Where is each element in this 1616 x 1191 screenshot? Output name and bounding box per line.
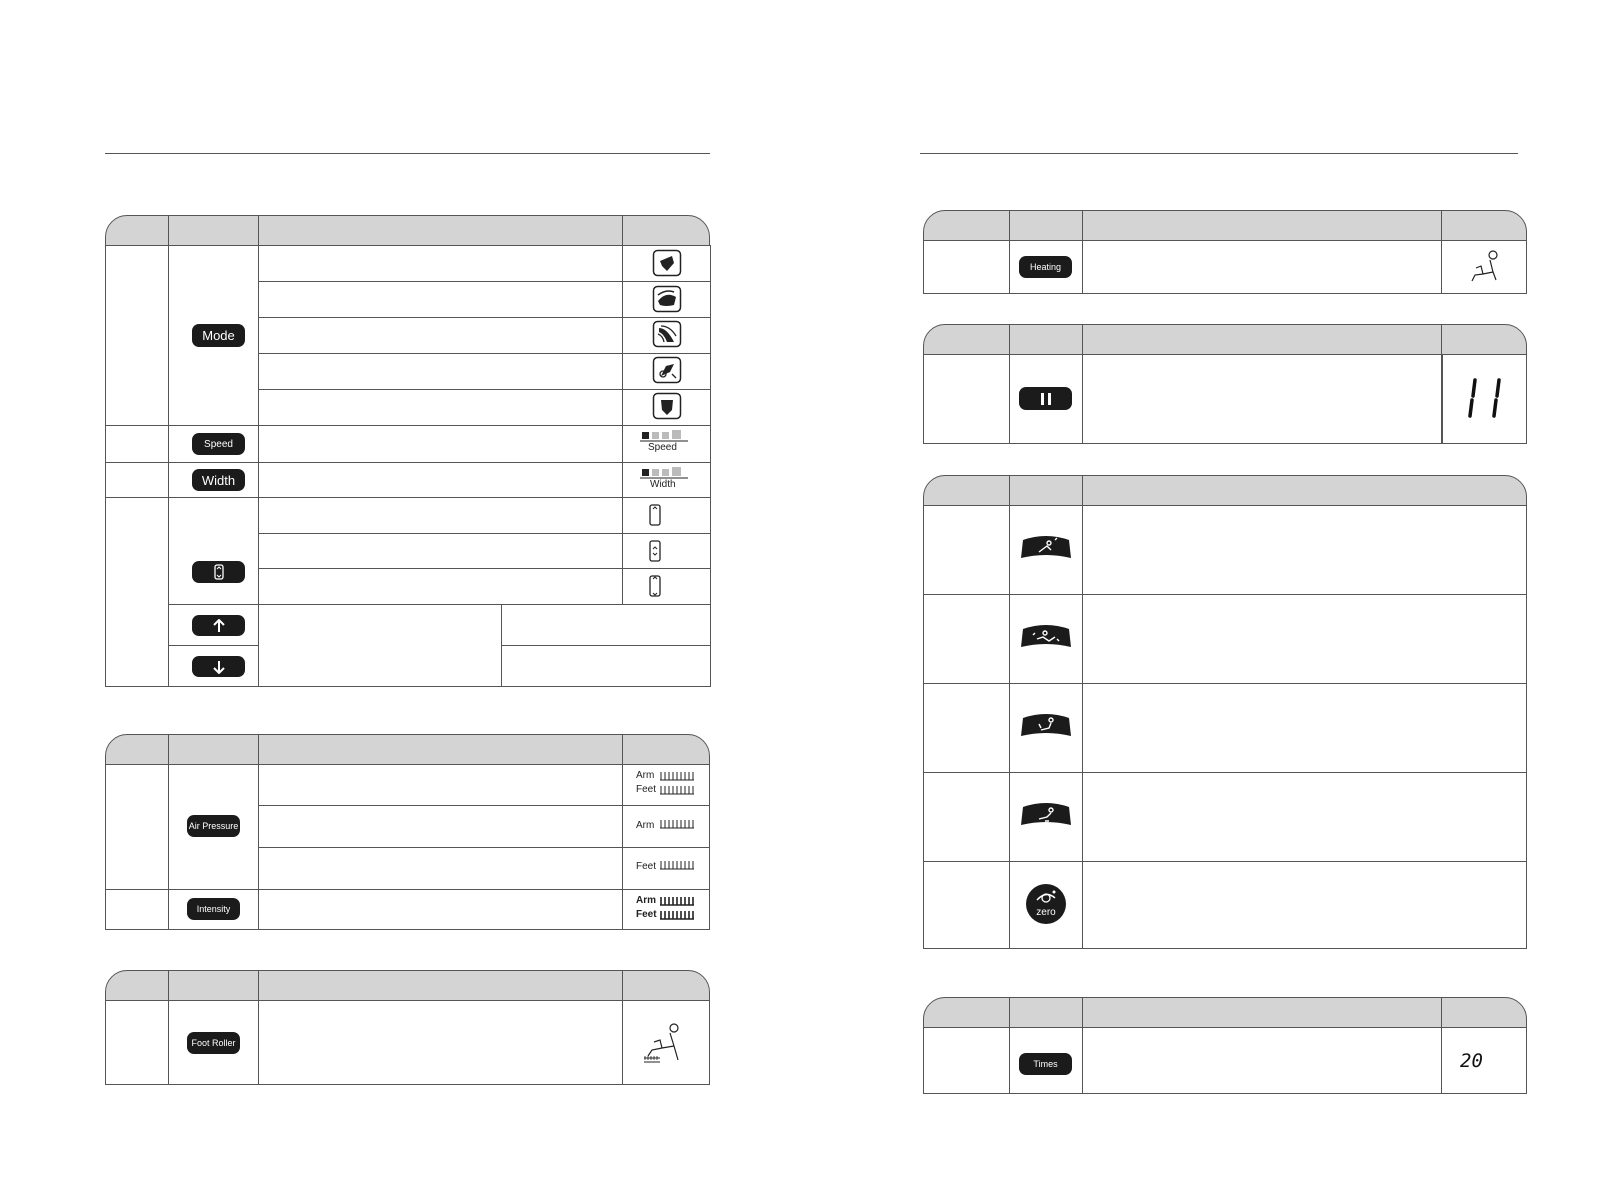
recline-button-2[interactable]	[1019, 623, 1073, 653]
feet-label: Feet	[636, 909, 657, 920]
width-indicator-label: Width	[650, 479, 676, 490]
rolling-icon	[652, 356, 682, 384]
heating-button[interactable]: Heating	[1019, 256, 1072, 278]
table-header	[105, 970, 710, 1001]
table-header	[105, 734, 710, 765]
heating-chair-icon	[1466, 250, 1502, 284]
speed-indicator-label: Speed	[648, 442, 677, 453]
table-header	[923, 324, 1527, 355]
arm-feet-indicator	[636, 770, 708, 802]
shiatsu-icon	[652, 320, 682, 348]
foot-roller-button[interactable]: Foot Roller	[187, 1032, 240, 1054]
arm-label: Arm	[636, 820, 655, 831]
recline-button-3[interactable]	[1019, 712, 1073, 742]
kneading-icon	[652, 249, 682, 277]
left-page-rule	[105, 153, 710, 154]
width-level-indicator	[640, 466, 690, 494]
up-button[interactable]	[192, 615, 245, 636]
foot-roller-icon	[640, 1020, 686, 1066]
table-header	[923, 210, 1527, 241]
speed-level-indicator	[640, 429, 690, 457]
arm-label: Arm	[636, 895, 657, 906]
down-button[interactable]	[192, 656, 245, 677]
air-pressure-button[interactable]: Air Pressure	[187, 815, 240, 837]
intensity-indicator	[636, 895, 708, 927]
zero-gravity-icon	[1034, 888, 1058, 906]
segment-display	[1466, 376, 1512, 422]
full-position-icon	[647, 574, 663, 598]
zero-label: zero	[1036, 907, 1056, 918]
time-display: 20	[1460, 1050, 1483, 1072]
right-page-rule	[920, 153, 1518, 154]
partial-position-icon	[647, 503, 663, 527]
table-header	[105, 215, 710, 246]
tapping-icon	[652, 285, 682, 313]
speed-button[interactable]: Speed	[192, 433, 245, 455]
table-header	[923, 475, 1527, 506]
arrow-up-icon	[213, 619, 225, 633]
knocking-icon	[652, 392, 682, 420]
table-header	[923, 997, 1527, 1028]
mode-button[interactable]: Mode	[192, 324, 245, 347]
recline-button-1[interactable]	[1019, 534, 1073, 564]
pause-icon	[1039, 392, 1053, 406]
pause-button[interactable]	[1019, 387, 1072, 410]
point-position-icon	[647, 539, 663, 563]
arm-indicator	[636, 818, 708, 834]
width-button[interactable]: Width	[192, 469, 245, 491]
feet-indicator	[636, 859, 708, 875]
feet-label: Feet	[636, 861, 657, 872]
arm-label: Arm	[636, 770, 655, 781]
feet-label: Feet	[636, 784, 657, 795]
times-button[interactable]: Times	[1019, 1053, 1072, 1075]
position-button[interactable]	[192, 561, 245, 583]
recline-button-4[interactable]	[1019, 801, 1073, 831]
arrow-down-icon	[213, 660, 225, 674]
position-icon	[213, 564, 225, 580]
zero-gravity-button[interactable]	[1026, 884, 1066, 924]
intensity-button[interactable]: Intensity	[187, 898, 240, 920]
